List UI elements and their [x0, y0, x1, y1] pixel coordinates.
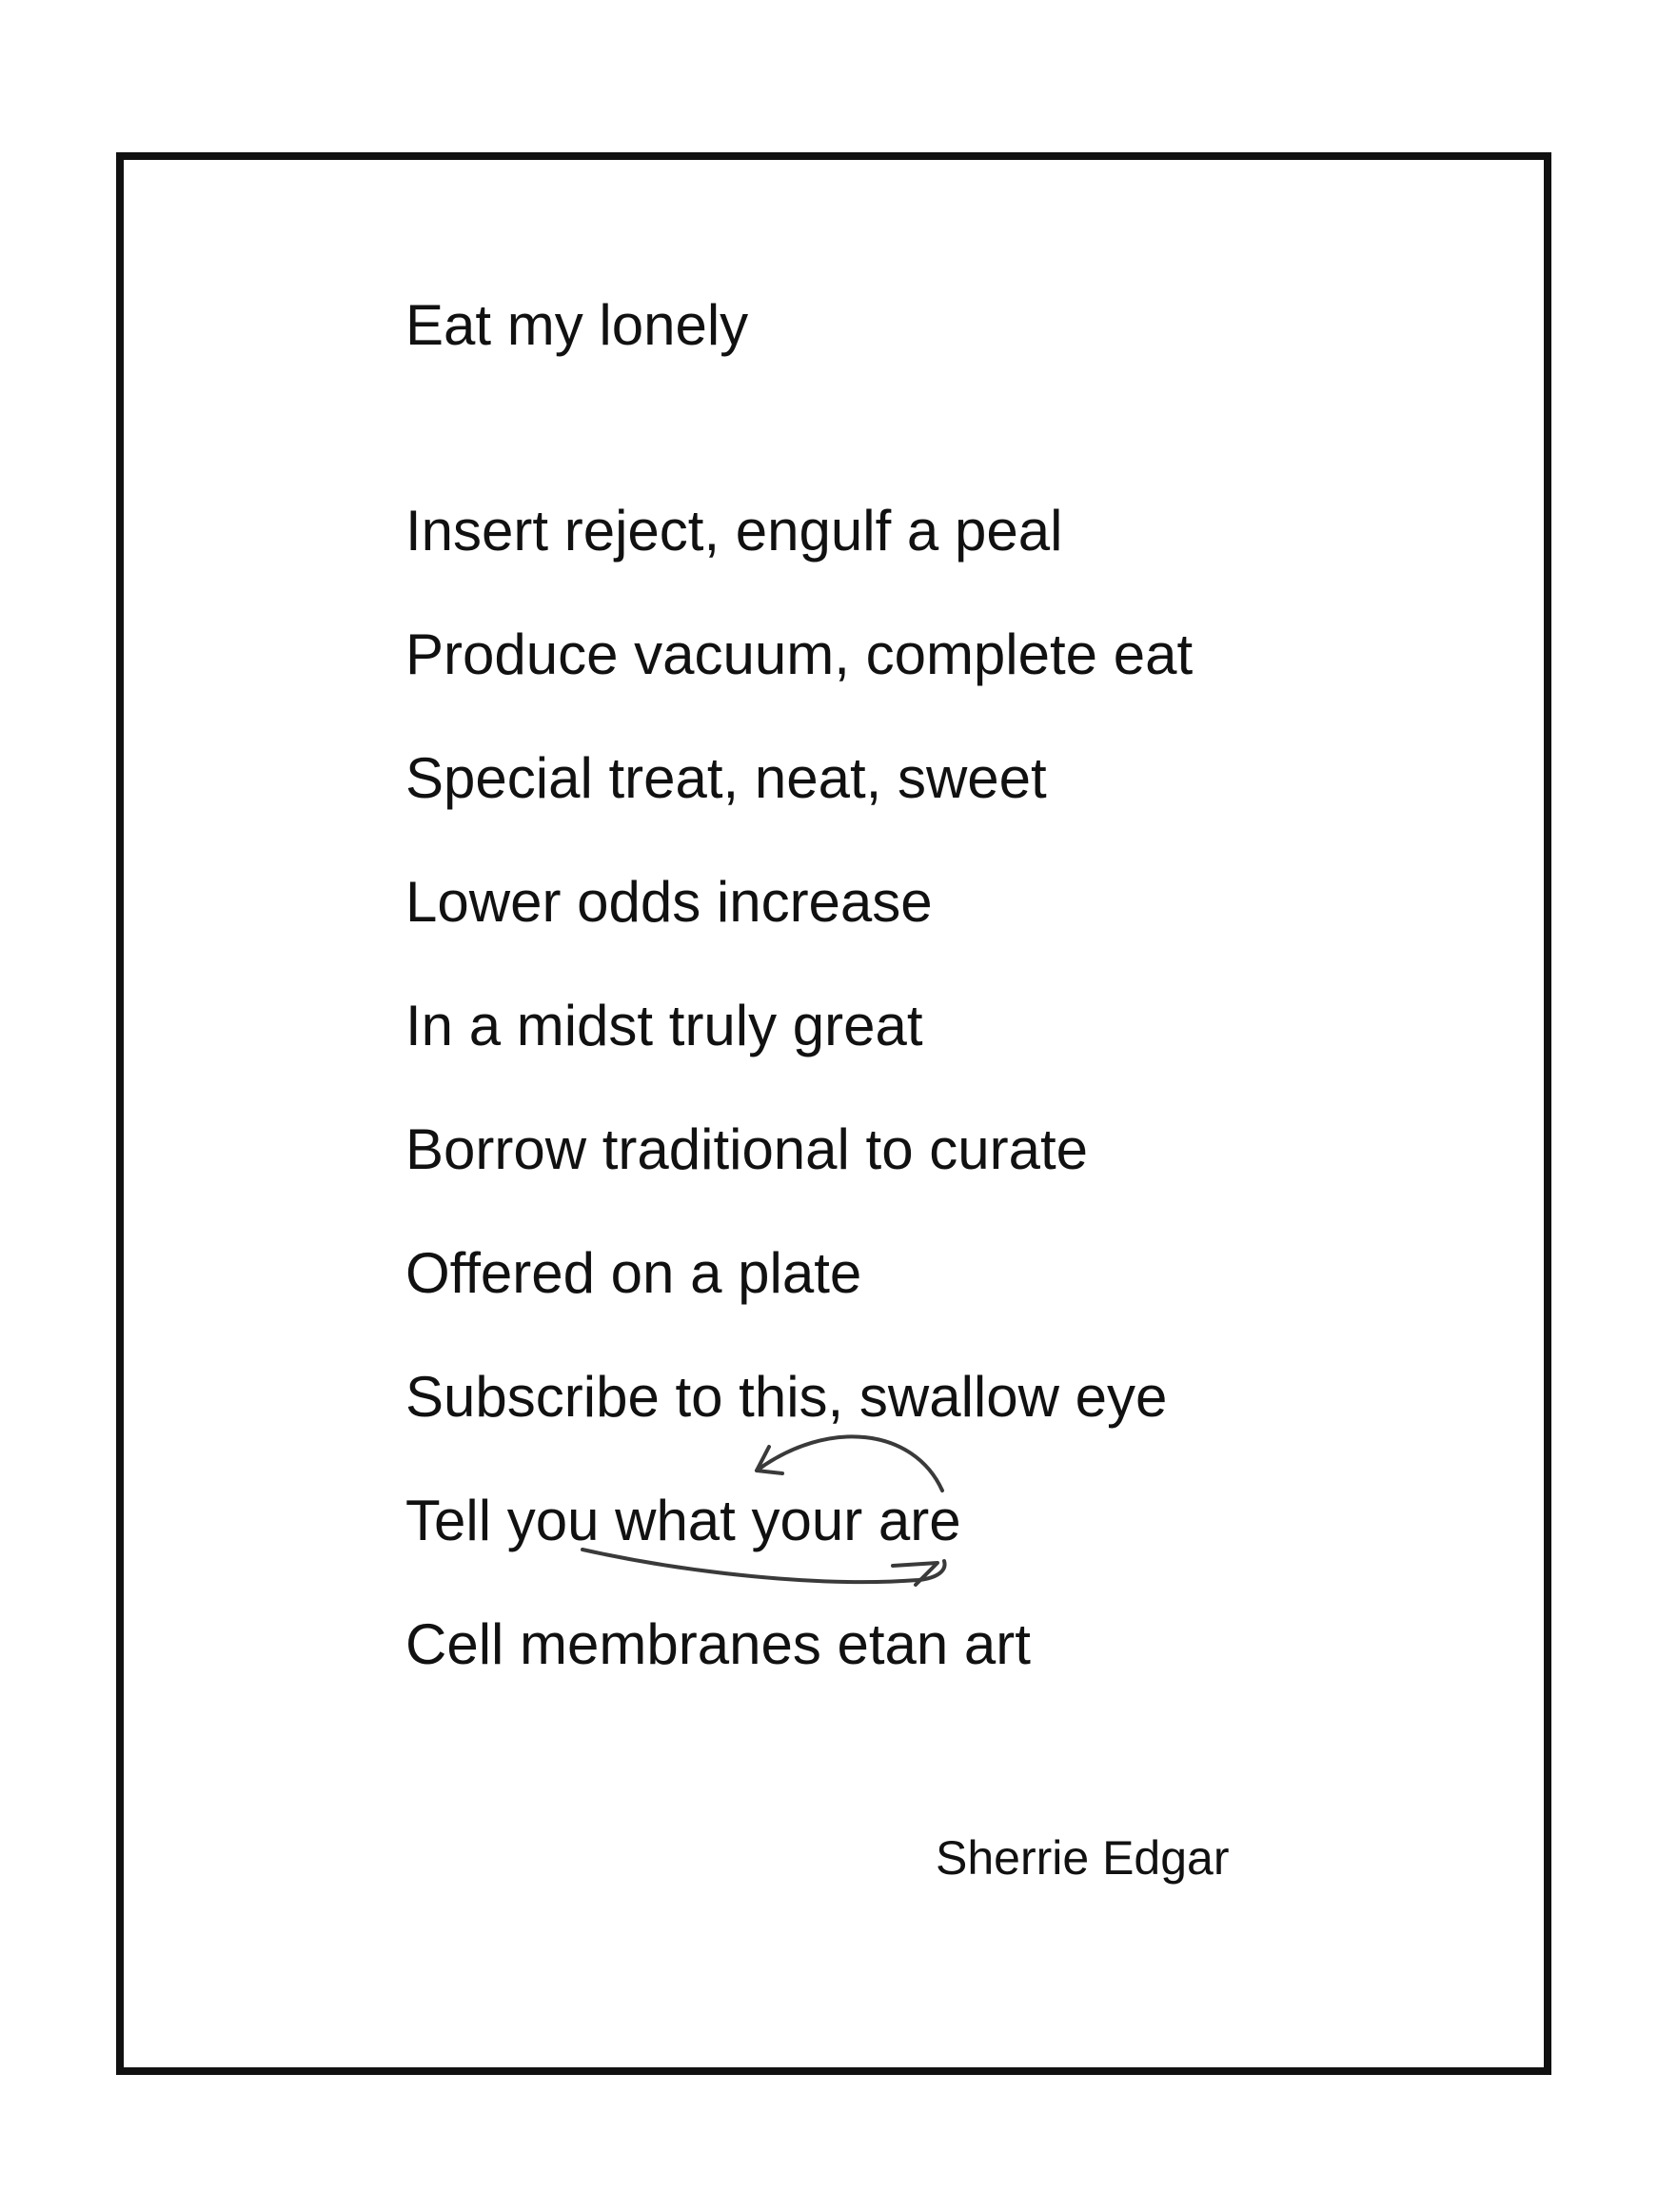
poem-author: Sherrie Edgar: [936, 1831, 1230, 1885]
poem-line-10: Cell membranes etan art: [405, 1612, 1031, 1676]
poem-line-8: Subscribe to this, swallow eye: [405, 1365, 1168, 1429]
poem-line-4: Lower odds increase: [405, 870, 933, 934]
poem-line-6: Borrow traditional to curate: [405, 1117, 1089, 1181]
poem-line-1: Insert reject, engulf a peal: [405, 499, 1063, 563]
poem-title: Eat my lonely: [405, 293, 749, 357]
poem-line-3: Special treat, neat, sweet: [405, 746, 1047, 810]
poem-line-9: Tell you what your are: [405, 1489, 961, 1552]
poem-line-2: Produce vacuum, complete eat: [405, 622, 1194, 686]
poem-line-5: In a midst truly great: [405, 994, 923, 1057]
poem-line-7: Offered on a plate: [405, 1241, 862, 1305]
